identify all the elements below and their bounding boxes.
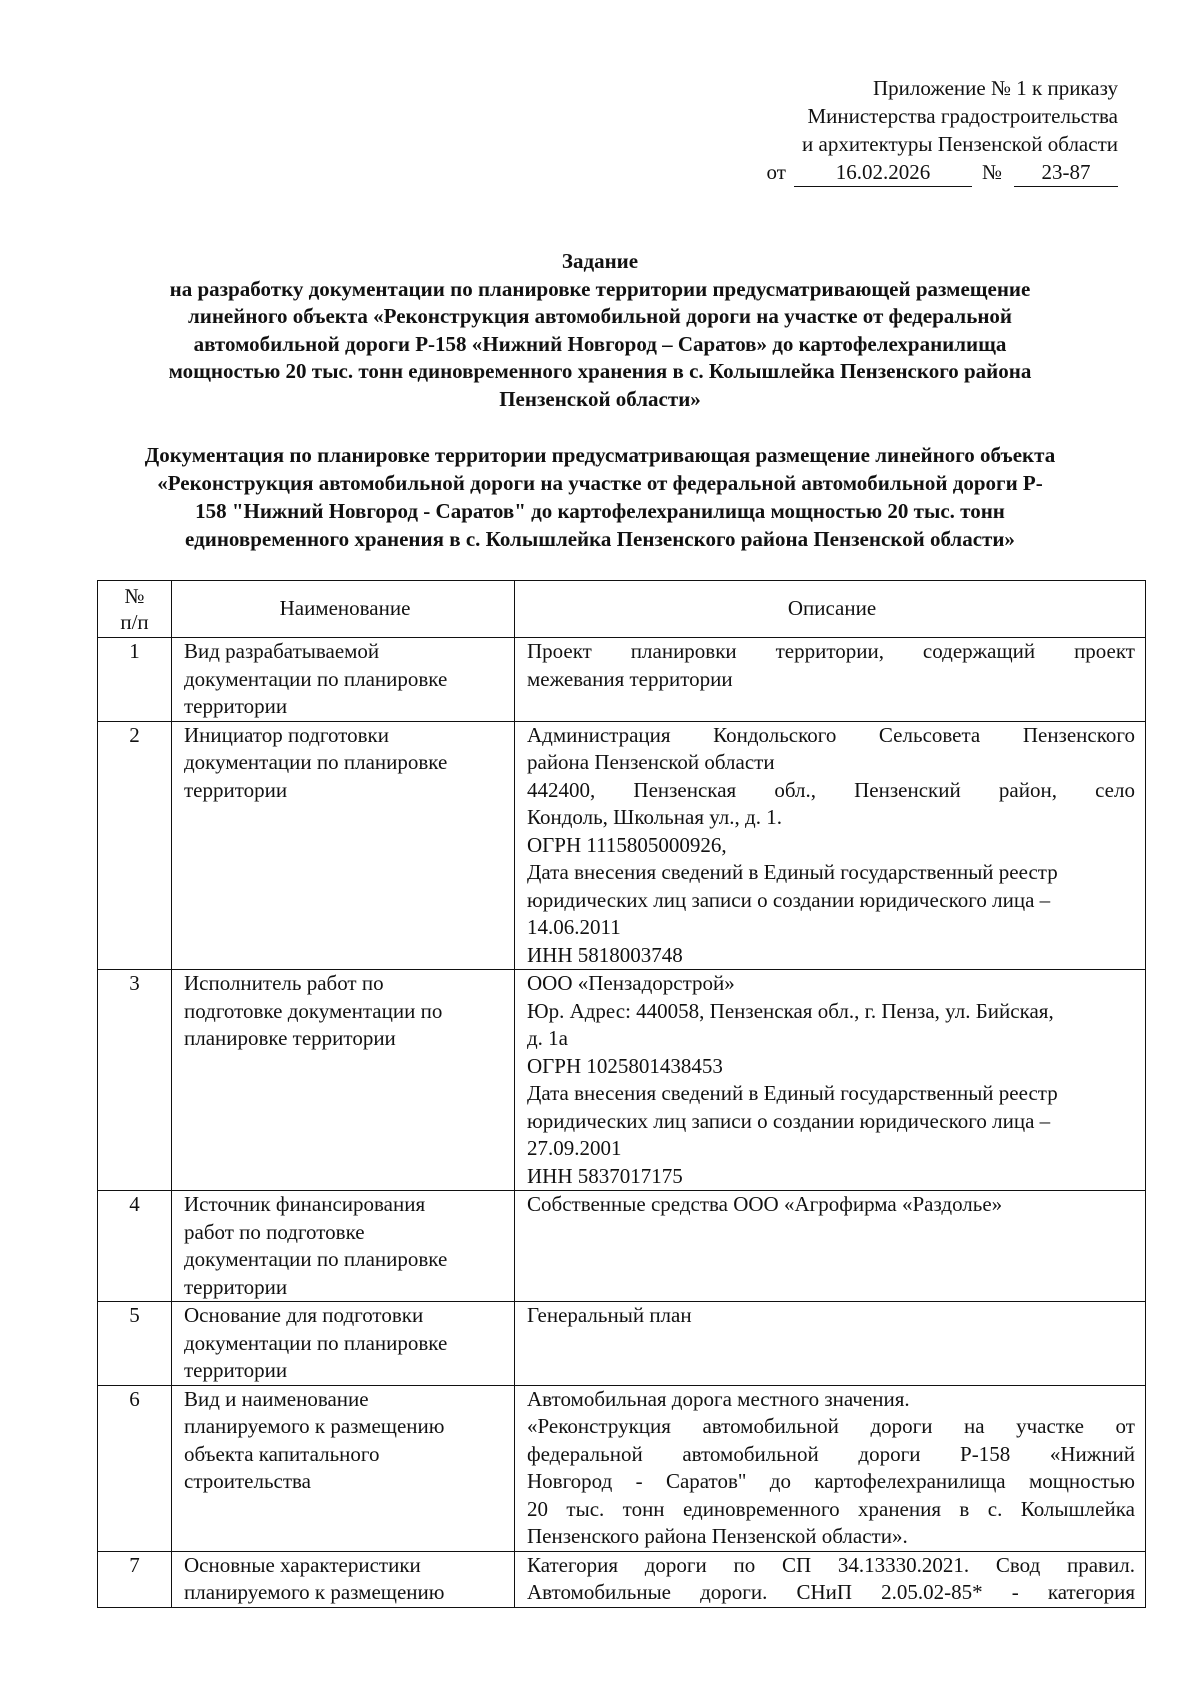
document-title [60,248,1140,413]
row-description-line: Генеральный план [527,1303,692,1327]
header-name: Наименование [172,581,515,638]
row-name-line: территории [184,1358,288,1382]
table-row [98,1302,1146,1386]
row-name [172,721,515,970]
row-name [172,1551,515,1607]
row-description-line: Категория дороги по СП 34.13330.2021. Свод правил. [527,1552,1135,1577]
row-name [172,1191,515,1302]
row-description-line: 20 тыс. тонн единовременного хранения в с. Колышлейка [527,1496,1135,1521]
row-description-line: Юр. Адрес: 440058, Пензенская обл., г. Пенза, ул. Бийская, [527,998,1054,1023]
row-description-line: Администрация Кондольского Сельсовета Пензенского [527,722,1135,747]
number-label: № [981,160,1002,184]
title-line: автомобильной дороги Р-158 «Нижний Новгород – Саратов» до картофелехранилища [193,331,1007,356]
row-description-line: Пензенского района Пензенской области». [527,1524,908,1548]
appendix-line-1: Приложение № 1 к приказу [873,76,1118,100]
row-name-line: планируемого к размещению [184,1580,445,1604]
title-line: мощностью 20 тыс. тонн единовременного хранения в с. Колышлейка Пензенского района [168,359,1032,383]
row-name-line: строительства [184,1469,312,1493]
row-name-line: Основные характеристики [184,1552,421,1577]
appendix-header [767,74,1118,187]
table-row [98,970,1146,1191]
row-number: 3 [98,970,172,1191]
row-description-line: юридических лиц записи о создании юридического лица – [527,887,1051,912]
row-name-line: документации по планировке [184,666,448,691]
subtitle-line: единовременного хранения в с. Колышлейка Пензенского района Пензенской области» [185,527,1015,551]
row-name-line: документации по планировке [184,1330,448,1355]
table-row [98,721,1146,970]
row-name-line: территории [184,1274,288,1299]
row-description-line: Собственные средства ООО «Агрофирма «Раздолье» [527,1192,1003,1216]
row-description-line: 14.06.2011 [527,915,621,939]
table-row [98,1191,1146,1302]
subtitle-line: 158 "Нижний Новгород - Саратов" до картофелехранилища мощностью 20 тыс. тонн [195,499,1005,523]
table-header-row [98,581,1146,638]
table-body [98,638,1146,1608]
row-description [515,1302,1146,1386]
row-description-line: Проект планировки территории, содержащий проект [527,639,1135,663]
row-number: 7 [98,1551,172,1607]
row-description-line: ОГРН 1025801438453 [527,1053,723,1078]
row-description [515,1191,1146,1302]
subtitle-line: «Реконструкция автомобильной дороги на участке от федеральной автомобильной дороги Р- [157,471,1043,495]
table-row [98,1551,1146,1607]
row-description-line: Автомобильная дорога местного значения. [527,1386,910,1411]
row-name-line: территории [184,694,288,718]
row-description-line: Дата внесения сведений в Единый государственный реестр [527,1081,1058,1105]
row-name [172,970,515,1191]
row-name-line: Исполнитель работ по [184,971,384,995]
row-number: 1 [98,638,172,722]
row-name-line: Инициатор подготовки [184,722,389,747]
row-description-line: федеральной автомобильной дороги Р-158 «Нижний [527,1441,1135,1466]
row-name-line: планировке территории [184,1026,396,1050]
row-description-line: ОГРН 1115805000926, [527,832,727,857]
specification-table [97,580,1146,1608]
row-description-line: Новгород - Саратов" до картофелехранилища мощностью [527,1469,1135,1493]
row-number: 6 [98,1385,172,1551]
appendix-line-2: Министерства градостроительства [807,104,1118,128]
row-description [515,1551,1146,1607]
subtitle-line: Документация по планировке территории предусматривающая размещение линейного объекта [144,443,1056,467]
row-name-line: Источник финансирования [184,1192,426,1216]
row-description-line: «Реконструкция автомобильной дороги на участке от [527,1414,1135,1438]
header-description: Описание [515,581,1146,638]
appendix-line-3: и архитектуры Пензенской области [802,132,1118,156]
row-name-line: работ по подготовке [184,1219,365,1244]
title-line: на разработку документации по планировке территории предусматривающей размещение [169,276,1031,301]
row-description-line: д. 1а [527,1026,569,1050]
row-description [515,638,1146,722]
table-row [98,638,1146,722]
row-description-line: 442400, Пензенская обл., Пензенский район, село [527,777,1135,802]
row-name-line: Основание для подготовки [184,1303,424,1327]
row-name-line: территории [184,777,288,802]
row-description-line: Дата внесения сведений в Единый государственный реестр [527,860,1058,884]
row-description-line: ИНН 5837017175 [527,1163,683,1188]
row-description-line: района Пензенской области [527,750,775,774]
row-name-line: документации по планировке [184,750,448,774]
appendix-date-line [767,158,1118,187]
order-number: 23-87 [1014,158,1118,187]
row-number: 4 [98,1191,172,1302]
row-description-line: межевания территории [527,666,733,691]
row-name-line: подготовке документации по [184,998,443,1023]
row-number: 2 [98,721,172,970]
row-description-line: Автомобильные дороги. СНиП 2.05.02-85* - категория [527,1580,1135,1604]
row-name-line: Вид разрабатываемой [184,639,380,663]
header-number: № п/п [98,581,172,638]
order-date: 16.02.2026 [794,158,972,187]
row-name [172,1302,515,1386]
row-description-line: Кондоль, Школьная ул., д. 1. [527,805,782,829]
row-description-line: ИНН 5818003748 [527,942,683,967]
row-name-line: Вид и наименование [184,1386,369,1411]
from-label: от [766,160,786,184]
row-description-line: юридических лиц записи о создании юридического лица – [527,1108,1051,1133]
row-description [515,1385,1146,1551]
row-name [172,638,515,722]
row-name-line: объекта капитального [184,1441,380,1466]
title-line: Пензенской области» [499,386,701,411]
title-line: линейного объекта «Реконструкция автомобильной дороги на участке от федеральной [187,304,1013,328]
row-description [515,721,1146,970]
row-number: 5 [98,1302,172,1386]
row-name [172,1385,515,1551]
document-subtitle [60,441,1140,553]
row-name-line: планируемого к размещению [184,1414,445,1438]
row-description-line: ООО «Пензадорстрой» [527,971,735,995]
row-description [515,970,1146,1191]
row-name-line: документации по планировке [184,1247,448,1271]
table-row [98,1385,1146,1551]
title-heading: Задание [561,249,639,273]
row-description-line: 27.09.2001 [527,1136,622,1160]
